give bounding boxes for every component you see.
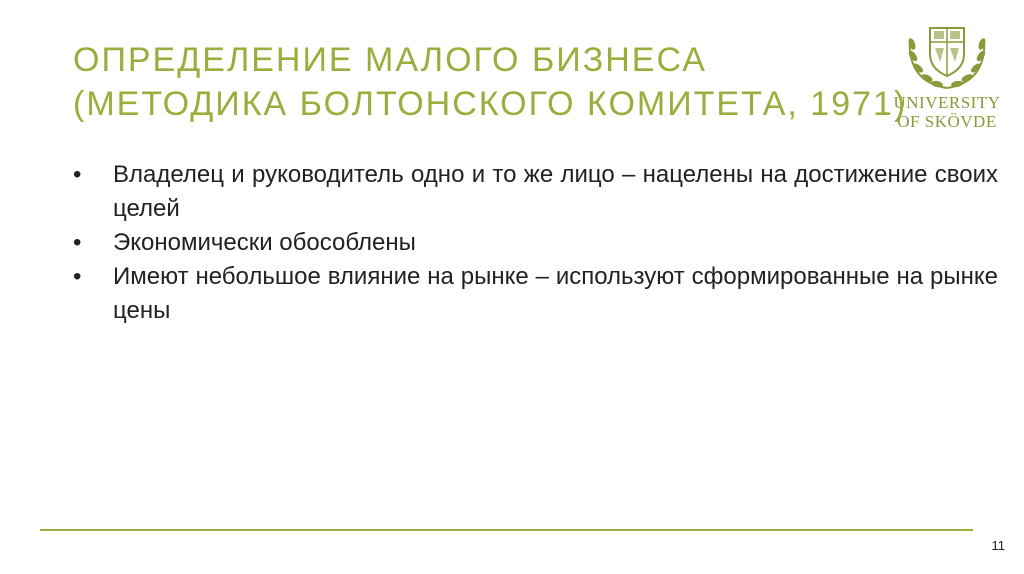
laurel-crest-icon bbox=[900, 18, 994, 94]
logo-text-line-2: OF SKÖVDE bbox=[897, 112, 997, 131]
bullet-item: • Имеют небольшое влияние на рынке – используют сформированные на рынке цены bbox=[73, 260, 998, 328]
logo-text-line-1: UNIVERSITY bbox=[893, 93, 1001, 112]
slide-title bbox=[73, 38, 933, 126]
university-logo bbox=[888, 18, 1006, 140]
title-line-1: ОПРЕДЕЛЕНИЕ МАЛОГО БИЗНЕСА bbox=[73, 41, 707, 79]
page-number: 11 bbox=[991, 538, 1005, 553]
bullet-list bbox=[73, 158, 998, 328]
bullet-item: • Экономически обособлены bbox=[73, 226, 998, 260]
bullet-item: • Владелец и руководитель одно и то же лицо – нацелены на достижение своих целей bbox=[73, 158, 998, 226]
title-line-2: (МЕТОДИКА БОЛТОНСКОГО КОМИТЕТА, 1971) bbox=[73, 85, 908, 123]
footer-divider bbox=[40, 529, 973, 531]
